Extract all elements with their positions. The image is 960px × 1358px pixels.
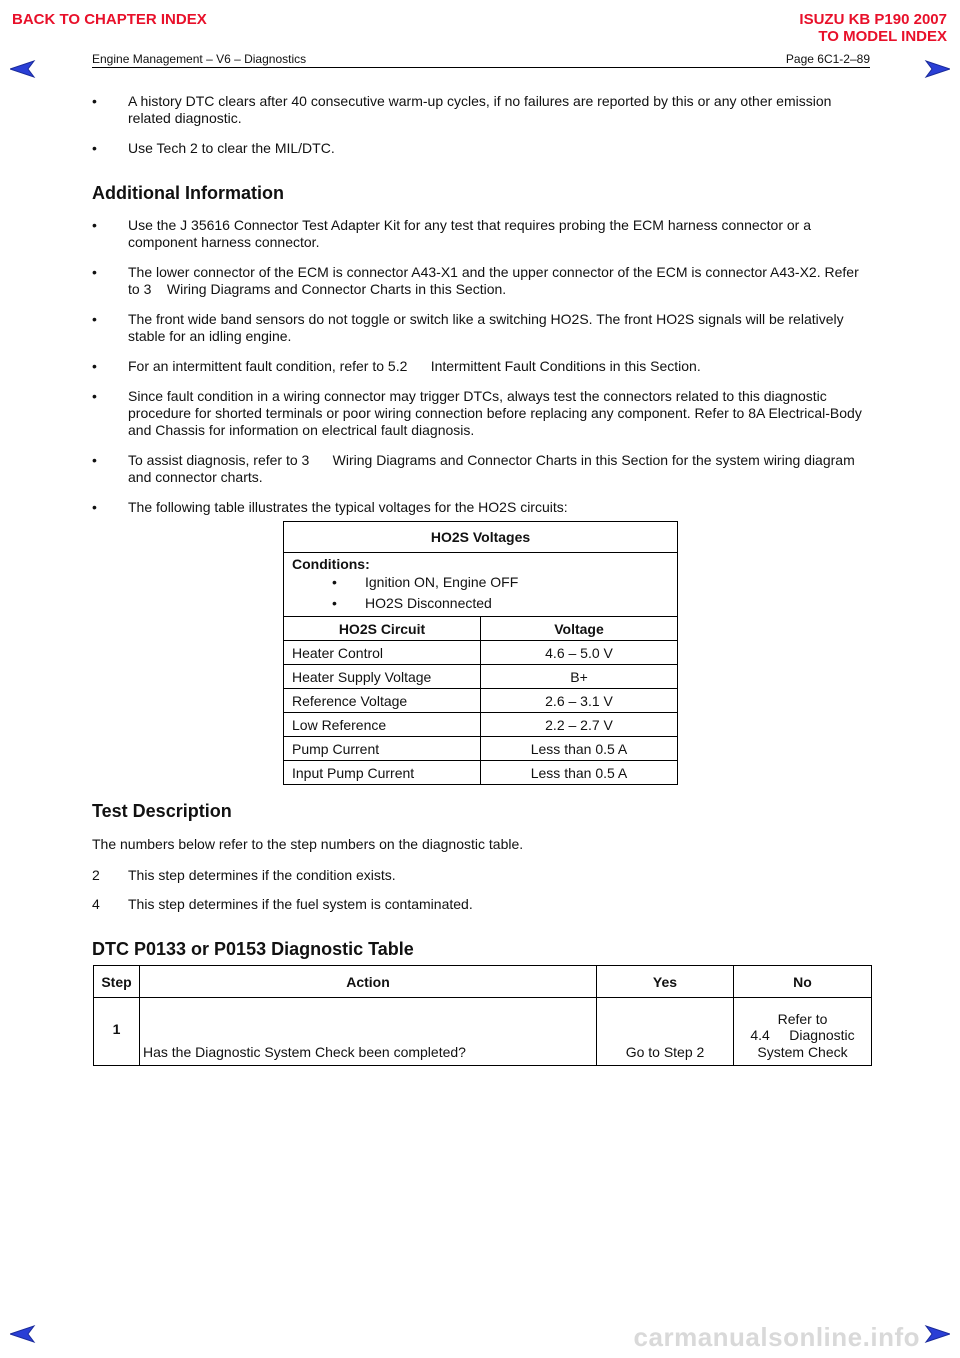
list-item: • Since fault condition in a wiring connector may trigger DTCs, always test the connectors related to this diagnostic procedure for shorted terminals or poor wiring connection before replacing any component. Refer to 8A Electrical-Body and Chassis for information on electrical fault diagnosis. [92, 388, 862, 438]
bullet-icon: • [92, 93, 97, 109]
column-header-voltage: Voltage [481, 617, 678, 641]
column-header-yes: Yes [597, 966, 734, 998]
ho2s-voltages-table [283, 521, 678, 785]
table-row: Heater Control 4.6 – 5.0 V [284, 641, 678, 665]
test-step: 2 This step determines if the condition exists. [92, 867, 396, 883]
prev-page-arrow-bottom-icon[interactable] [10, 1325, 36, 1343]
column-header-action: Action [140, 966, 597, 998]
page-header-title: Engine Management – V6 – Diagnostics [92, 52, 307, 66]
condition-item: • Ignition ON, Engine OFF [332, 574, 519, 590]
section-heading-additional-information: Additional Information [92, 183, 284, 203]
bullet-icon: • [92, 311, 97, 327]
condition-item: • HO2S Disconnected [332, 595, 492, 611]
watermark: carmanualsonline.info [633, 1322, 920, 1352]
list-item: • For an intermittent fault condition, refer to 5.2 Intermittent Fault Conditions in this Section. [92, 358, 701, 374]
step-action: Has the Diagnostic System Check been completed? [140, 998, 597, 1066]
section-heading-diagnostic-table: DTC P0133 or P0153 Diagnostic Table [92, 939, 414, 959]
bullet-icon: • [92, 452, 97, 468]
list-item: • To assist diagnosis, refer to 3 Wiring Diagrams and Connector Charts in this Section for the system wiring diagram and connector charts. [92, 452, 859, 485]
back-to-chapter-index-link[interactable]: BACK TO CHAPTER INDEX [12, 11, 207, 28]
list-item: • The front wide band sensors do not toggle or switch like a switching HO2S. The front HO2S signals will be relatively stable for an idling engine. [92, 311, 844, 344]
list-item: • The following table illustrates the typical voltages for the HO2S circuits: [92, 499, 568, 515]
next-page-arrow-icon[interactable] [924, 60, 950, 78]
bullet-icon: • [92, 358, 97, 374]
model-index-link[interactable] [799, 11, 947, 45]
table-row: Low Reference 2.2 – 2.7 V [284, 713, 678, 737]
table-row [94, 998, 872, 1066]
conditions-cell [284, 553, 678, 617]
section-heading-test-description: Test Description [92, 801, 232, 821]
step-yes: Go to Step 2 [597, 998, 734, 1066]
model-title-line2: TO MODEL INDEX [818, 28, 947, 45]
table-title: HO2S Voltages [284, 522, 678, 553]
conditions-label: Conditions: [292, 556, 370, 572]
step-no: Refer to 4.4 Diagnostic System Check [734, 998, 872, 1066]
step-number: 1 [94, 998, 140, 1066]
test-description-intro: The numbers below refer to the step numbers on the diagnostic table. [92, 836, 524, 852]
header-divider [92, 67, 870, 68]
model-title-line1: ISUZU KB P190 2007 [799, 11, 947, 28]
column-header-no: No [734, 966, 872, 998]
page-number: Page 6C1-2–89 [785, 52, 870, 66]
column-header-circuit: HO2S Circuit [284, 617, 481, 641]
table-row: Pump Current Less than 0.5 A [284, 737, 678, 761]
column-header-step: Step [94, 966, 140, 998]
list-item: • The lower connector of the ECM is connector A43-X1 and the upper connector of the ECM is connector A43-X2. Refer to 3 Wiring Diagrams and Connector Charts in this Section. [92, 264, 863, 297]
bullet-icon: • [92, 388, 97, 404]
bullet-icon: • [92, 264, 97, 280]
bullet-icon: • [92, 499, 97, 515]
list-item: • Use the J 35616 Connector Test Adapter Kit for any test that requires probing the ECM harness connector or a component harness connector. [92, 217, 812, 250]
next-page-arrow-bottom-icon[interactable] [924, 1325, 950, 1343]
table-row: Heater Supply Voltage B+ [284, 665, 678, 689]
table-row: Input Pump Current Less than 0.5 A [284, 761, 678, 785]
table-row: Reference Voltage 2.6 – 3.1 V [284, 689, 678, 713]
bullet-icon: • [92, 217, 97, 233]
list-item: • Use Tech 2 to clear the MIL/DTC. [92, 140, 335, 156]
list-item: • A history DTC clears after 40 consecutive warm-up cycles, if no failures are reported by this or any other emission related diagnostic. [92, 93, 832, 126]
prev-page-arrow-icon[interactable] [10, 60, 36, 78]
diagnostic-table [93, 965, 872, 1066]
bullet-icon: • [92, 140, 97, 156]
test-step: 4 This step determines if the fuel system is contaminated. [92, 896, 473, 912]
